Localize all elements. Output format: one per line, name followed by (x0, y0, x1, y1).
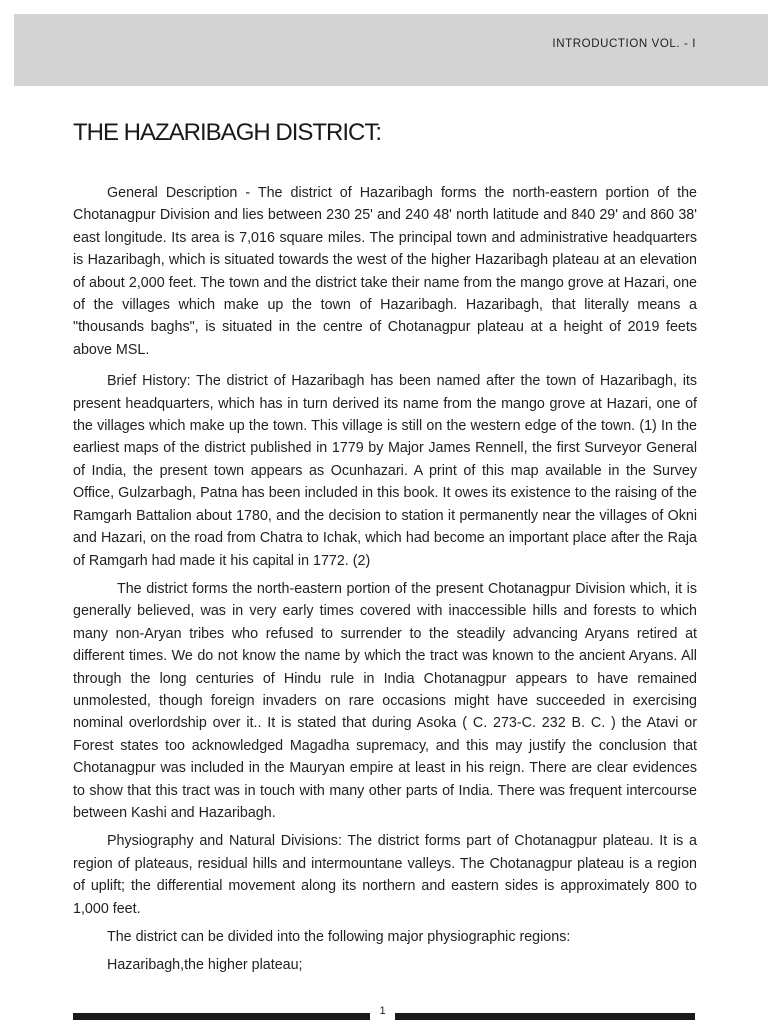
paragraph-district-history: The district forms the north-eastern portion of the present Chotanagpur Division which, it is generally believed, was in very early times covered with inaccessible hills and forests to which many non-Aryan tribes who refused to surrender to the steadily advancing Aryans retired at different times. We do not know the name by which the tract was known to the ancient Aryans. All through the long centuries of Hindu rule in India Chotanagpur appears to have remained unmolested, though foreign invaders on rare occasions might have succeeded in exercising nominal overlordship over it.. It is stated that during Asoka ( C. 273-C. 232 B. C. ) the Atavi or Forest states too acknowledged Magadha supremacy, and this may justify the conclusion that Chotanagpur was included in the Mauryan empire at least in his reign. There are clear evidences to show that this tract was in touch with many other parts of India. There was frequent intercourse between Kashi and Hazaribagh. (73, 580, 697, 821)
running-head: INTRODUCTION VOL. - I (552, 38, 696, 50)
chapter-title: THE HAZARIBAGH DISTRICT: (73, 119, 382, 146)
footer-rule-left (73, 1013, 370, 1020)
paragraph-physiography: Physiography and Natural Divisions: The district forms part of Chotanagpur plateau. It is a region of plateaus, residual hills and intermountane valleys. The Chotanagpur plateau is a region of uplift; the differential movement along its northern and eastern sides is approximately 800 to 1,000 feet. (73, 833, 697, 917)
page-number: 1 (379, 1005, 386, 1017)
header-band (14, 14, 768, 86)
paragraph-region-item: Hazaribagh,the higher plateau; (107, 957, 303, 974)
body-text (73, 182, 697, 983)
paragraph-brief-history: Brief History: The district of Hazaribagh has been named after the town of Hazaribagh, its present headquarters, which has in turn derived its name from the mango grove at Hazari, one of the villages which make up the town. This village is still on the western edge of the town. (1) In the earliest maps of the district published in 1779 by Major James Rennell, the first Surveyor General of India, the present town appears as Ocunhazari. A print of this map available in the Survey Office, Gulzarbagh, Patna has been included in this book. It owes its existence to the raising of the Ramgarh Battalion about 1780, and the decision to station it permanently near the villages of Okni and Hazari, on the road from Chatra to Ichak, which had become an important place after the Raja of Ramgarh had made it his capital in 1772. (2) (73, 373, 697, 569)
paragraph-regions-intro: The district can be divided into the following major physiographic regions: (107, 929, 571, 945)
footer-rule-right (395, 1013, 695, 1020)
paragraph-general-description: General Description - The district of Hazaribagh forms the north-eastern portion of the Chotanagpur Division and lies between 230 25' and 240 48' north latitude and 840 29' and 860 38' east longitude. Its area is 7,016 square miles. The principal town and administrative headquarters is Hazaribagh, which is situated towards the west of the higher Hazaribagh plateau at an elevation of about 2,000 feet. The town and the district take their name from the mango grove at Hazari, one of the villages which make up the town of Hazaribagh. Hazaribagh, that literally means a "thousands baghs", is situated in the centre of Chotanagpur plateau at a height of 2019 feets above MSL. (73, 185, 697, 358)
